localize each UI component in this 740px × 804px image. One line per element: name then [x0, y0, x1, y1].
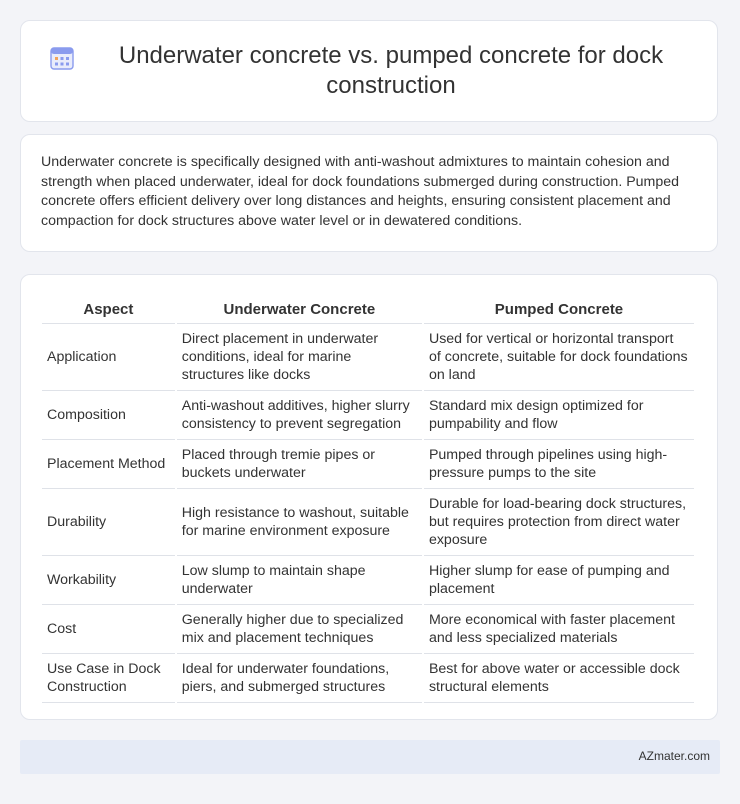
- comparison-table: [40, 293, 696, 703]
- footer-brand: AZmater.com: [638, 749, 710, 763]
- row-pumped: Used for vertical or horizontal transport of concrete, suitable for dock foundations on land: [424, 324, 694, 391]
- page-title: Underwater concrete vs. pumped concrete for dock construction: [118, 42, 664, 99]
- row-aspect: Workability: [42, 556, 175, 605]
- row-underwater: Generally higher due to specialized mix and placement techniques: [177, 605, 422, 654]
- table-row: [42, 556, 694, 605]
- header-pumped-concrete: Pumped Concrete: [424, 293, 694, 324]
- row-aspect: Use Case in Dock Construction: [42, 654, 175, 703]
- table-row: [42, 605, 694, 654]
- row-underwater: Ideal for underwater foundations, piers, and submerged structures: [177, 654, 422, 703]
- intro-card: [20, 134, 718, 252]
- row-pumped: Standard mix design optimized for pumpability and flow: [424, 391, 694, 440]
- row-underwater: Anti-washout additives, higher slurry consistency to prevent segregation: [177, 391, 422, 440]
- row-pumped: More economical with faster placement and less specialized materials: [424, 605, 694, 654]
- title-wrap: [49, 41, 689, 101]
- row-aspect: Cost: [42, 605, 175, 654]
- calendar-icon: [49, 45, 75, 71]
- row-pumped: Pumped through pipelines using high-pressure pumps to the site: [424, 440, 694, 489]
- header-aspect: Aspect: [42, 293, 175, 324]
- row-aspect: Placement Method: [42, 440, 175, 489]
- row-pumped: Best for above water or accessible dock structural elements: [424, 654, 694, 703]
- row-underwater: Low slump to maintain shape underwater: [177, 556, 422, 605]
- row-underwater: Placed through tremie pipes or buckets underwater: [177, 440, 422, 489]
- row-underwater: Direct placement in underwater conditions, ideal for marine structures like docks: [177, 324, 422, 391]
- row-aspect: Application: [42, 324, 175, 391]
- footer-bar: [20, 740, 720, 774]
- row-underwater: High resistance to washout, suitable for marine environment exposure: [177, 489, 422, 556]
- intro-paragraph: Underwater concrete is specifically designed with anti-washout admixtures to maintain cohesion and strength when placed underwater, ideal for dock foundations submerged during construction. Pumped concrete offers efficient delivery over long distances and heights, ensuring consistent placement and compaction for dock structures above water level or in dewatered conditions.: [41, 154, 680, 229]
- table-row: [42, 440, 694, 489]
- row-pumped: Durable for load-bearing dock structures, but requires protection from direct water exposure: [424, 489, 694, 556]
- table-row: [42, 391, 694, 440]
- row-aspect: Durability: [42, 489, 175, 556]
- comparison-card: [20, 274, 718, 720]
- table-row: [42, 324, 694, 391]
- table-header-row: [42, 293, 694, 324]
- header-underwater-concrete: Underwater Concrete: [177, 293, 422, 324]
- table-row: [42, 654, 694, 703]
- row-pumped: Higher slump for ease of pumping and placement: [424, 556, 694, 605]
- row-aspect: Composition: [42, 391, 175, 440]
- title-card: [20, 20, 718, 122]
- table-row: [42, 489, 694, 556]
